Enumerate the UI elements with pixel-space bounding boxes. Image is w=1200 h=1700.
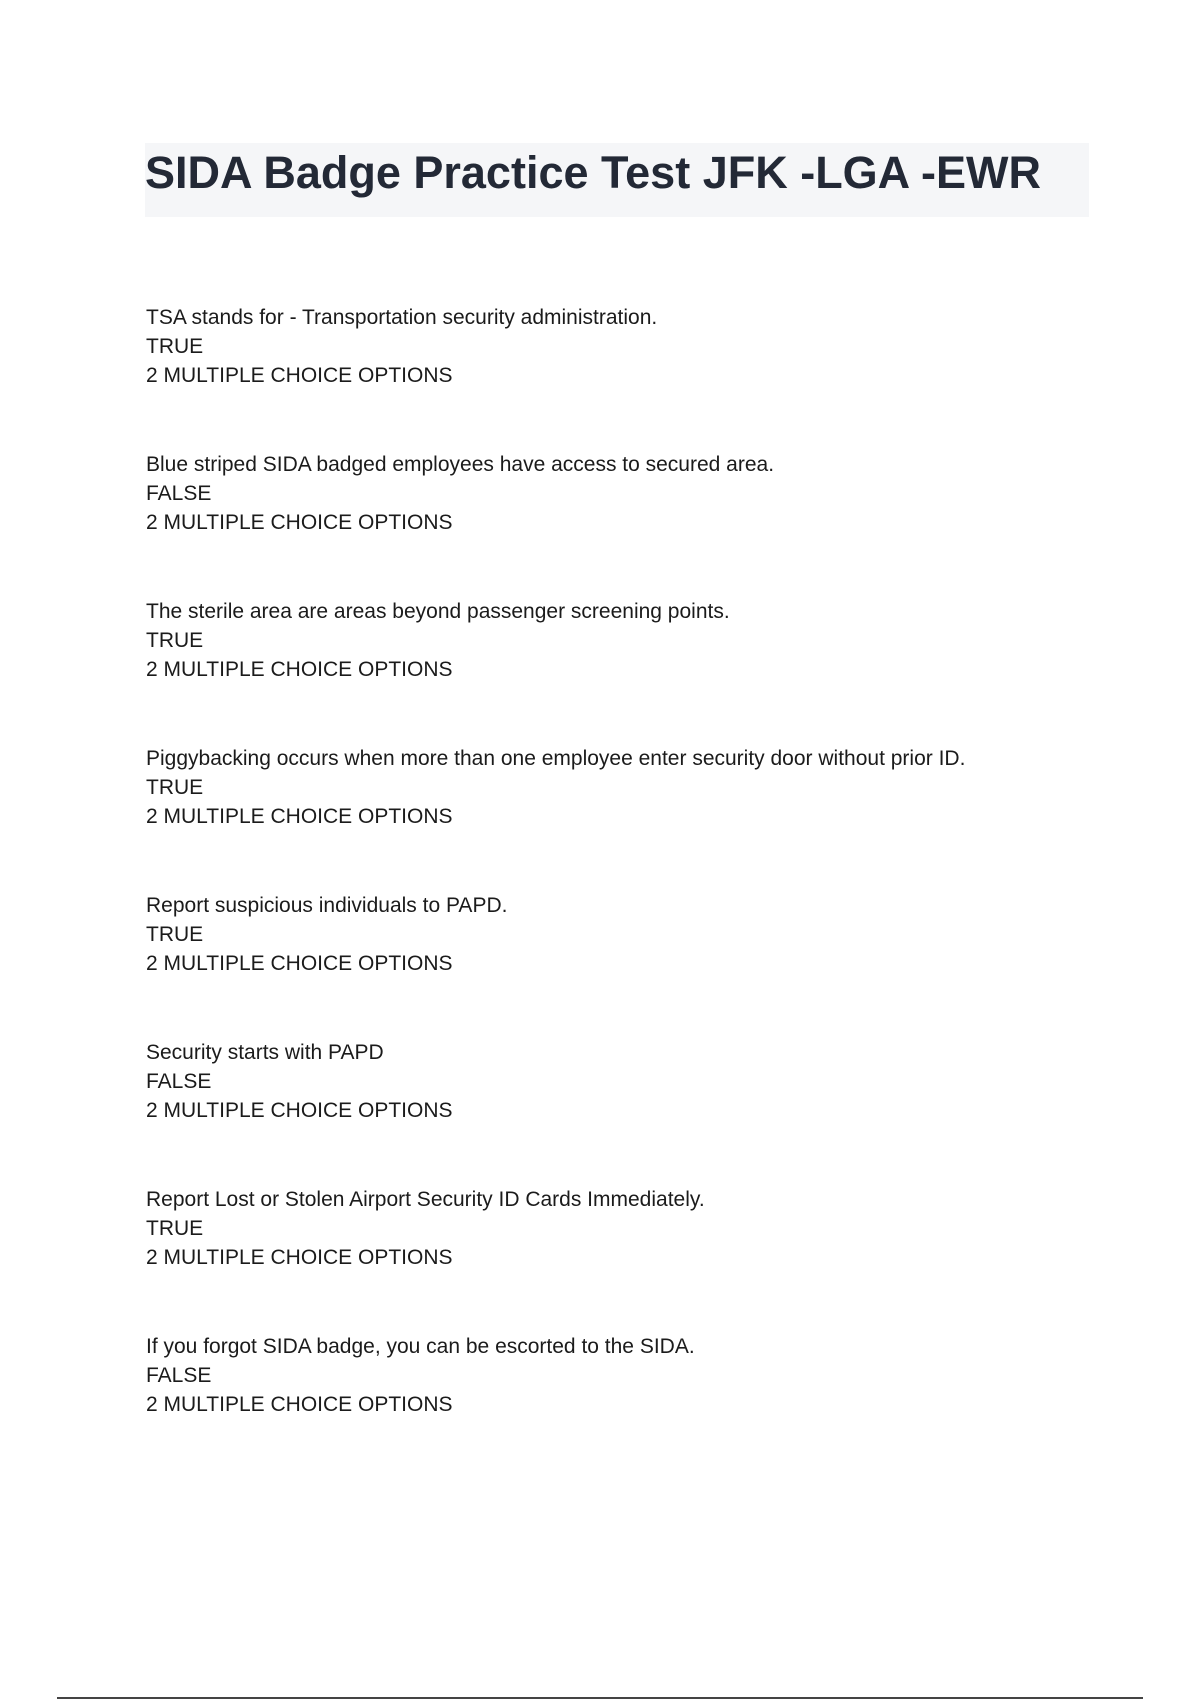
answer-text: FALSE [146,1070,212,1093]
choice-count-text: 2 MULTIPLE CHOICE OPTIONS [146,805,453,828]
answer-text: TRUE [146,335,204,358]
answer-text: TRUE [146,776,204,799]
choice-count-text: 2 MULTIPLE CHOICE OPTIONS [146,1099,453,1122]
choice-count-text: 2 MULTIPLE CHOICE OPTIONS [146,658,453,681]
answer-text: TRUE [146,629,204,652]
choice-count-text: 2 MULTIPLE CHOICE OPTIONS [146,364,453,387]
question-text: Blue striped SIDA badged employees have access to secured area. [146,453,775,476]
question-item [146,1038,1106,1185]
question-item [146,1332,1106,1479]
footer-divider [57,1697,1143,1699]
question-item [146,597,1106,744]
question-text: Piggybacking occurs when more than one employee enter security door without prior ID. [146,747,966,770]
question-item [146,891,1106,1038]
answer-text: TRUE [146,1217,204,1240]
question-text: TSA stands for - Transportation security administration. [146,306,658,329]
question-text: Report Lost or Stolen Airport Security ID Cards Immediately. [146,1188,705,1211]
question-list [146,303,1106,1479]
question-text: The sterile area are areas beyond passenger screening points. [146,600,730,623]
choice-count-text: 2 MULTIPLE CHOICE OPTIONS [146,511,453,534]
question-item [146,303,1106,450]
answer-text: FALSE [146,1364,212,1387]
answer-text: TRUE [146,923,204,946]
question-item [146,1185,1106,1332]
question-item [146,450,1106,597]
choice-count-text: 2 MULTIPLE CHOICE OPTIONS [146,1246,453,1269]
choice-count-text: 2 MULTIPLE CHOICE OPTIONS [146,1393,453,1416]
question-text: If you forgot SIDA badge, you can be escorted to the SIDA. [146,1335,695,1358]
question-text: Security starts with PAPD [146,1041,384,1064]
answer-text: FALSE [146,482,212,505]
choice-count-text: 2 MULTIPLE CHOICE OPTIONS [146,952,453,975]
document-title: SIDA Badge Practice Test JFK -LGA -EWR [145,147,1041,198]
question-text: Report suspicious individuals to PAPD. [146,894,508,917]
question-item [146,744,1106,891]
